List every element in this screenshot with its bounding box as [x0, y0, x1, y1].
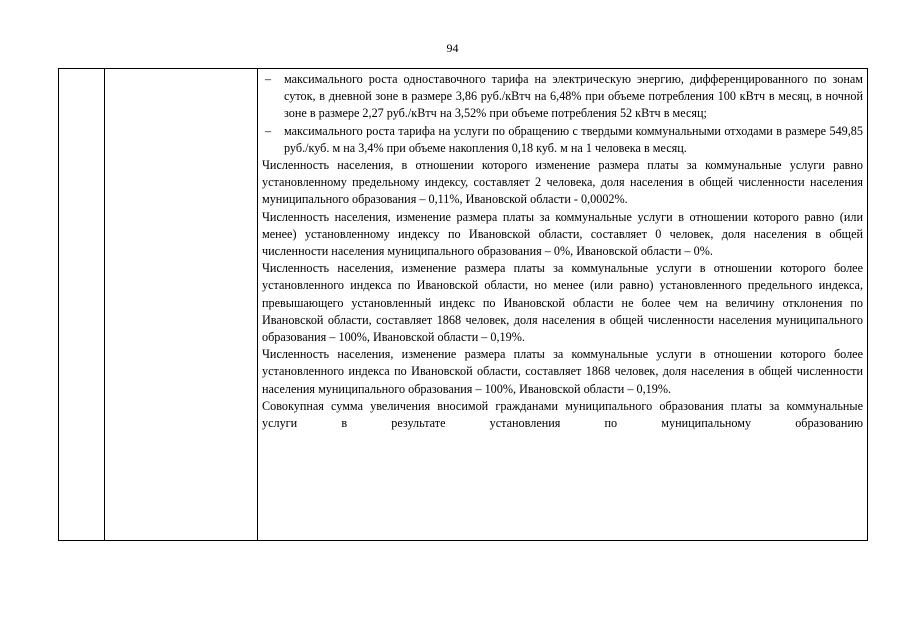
list-item [262, 71, 863, 123]
list-item [262, 123, 863, 157]
paragraph: Совокупная сумма увеличения вносимой гражданами муниципального образования платы за коммунальные услуги в результате установления по муниципальному образованию [262, 398, 863, 431]
table-bottom-border [58, 540, 868, 541]
paragraph: Численность населения, изменение размера платы за коммунальные услуги в отношении которого более установленного индекса по Ивановской области, но менее (или равно) установленного предельного индекса, превышающего установленный индекс по Ивановской области не более чем на величину отклонения по Ивановской области, составляет 1868 человек, доля населения в общей численности населения муниципального образования – 100%, Ивановской области – 0,19%. [262, 261, 863, 345]
table-cell-municipality [105, 69, 258, 541]
table-cell-description [258, 69, 867, 541]
page-number: 94 [446, 41, 459, 55]
paragraph: Численность населения, изменение размера платы за коммунальные услуги в отношении которого равно (или менее) установленному индексу по Ивановской области, составляет 0 человек, доля населения в общей численности населения муниципального образования – 0%, Ивановской области – 0%. [262, 209, 863, 259]
paragraph: Численность населения, в отношении которого изменение размера платы за коммунальные услуги равно установленному предельному индексу, составляет 2 человека, доля населения в общей численности населения муниципального образования – 0,11%, Ивановской области - 0,0002%. [262, 158, 863, 207]
document-table [58, 68, 868, 541]
list-item-text: максимального роста одноставочного тарифа на электрическую энергию, дифференцированного по зонам суток, в дневной зоне в размере 3,86 руб./кВтч на 6,48% при объеме потребления 100 кВтч в месяц, в ночной зоне в размере 2,27 руб./кВтч на 3,52% при объеме потребления 52 кВтч в месяц; [284, 72, 863, 121]
bullet-dash: – [265, 72, 272, 86]
list-item-text: максимального роста тарифа на услуги по обращению с твердыми коммунальными отходами в размере 549,85 руб./куб. м на 3,4% при объеме накопления 0,18 куб. м на 1 человека в месяц. [284, 123, 863, 155]
bullet-dash: – [265, 123, 272, 138]
paragraph: Численность населения, изменение размера платы за коммунальные услуги в отношении которого более установленного индекса по Ивановской области, составляет 1868 человек, доля населения в общей численности населения муниципального образования – 100%, Ивановской области – 0,19%. [262, 347, 863, 396]
table-cell-number [59, 69, 105, 541]
